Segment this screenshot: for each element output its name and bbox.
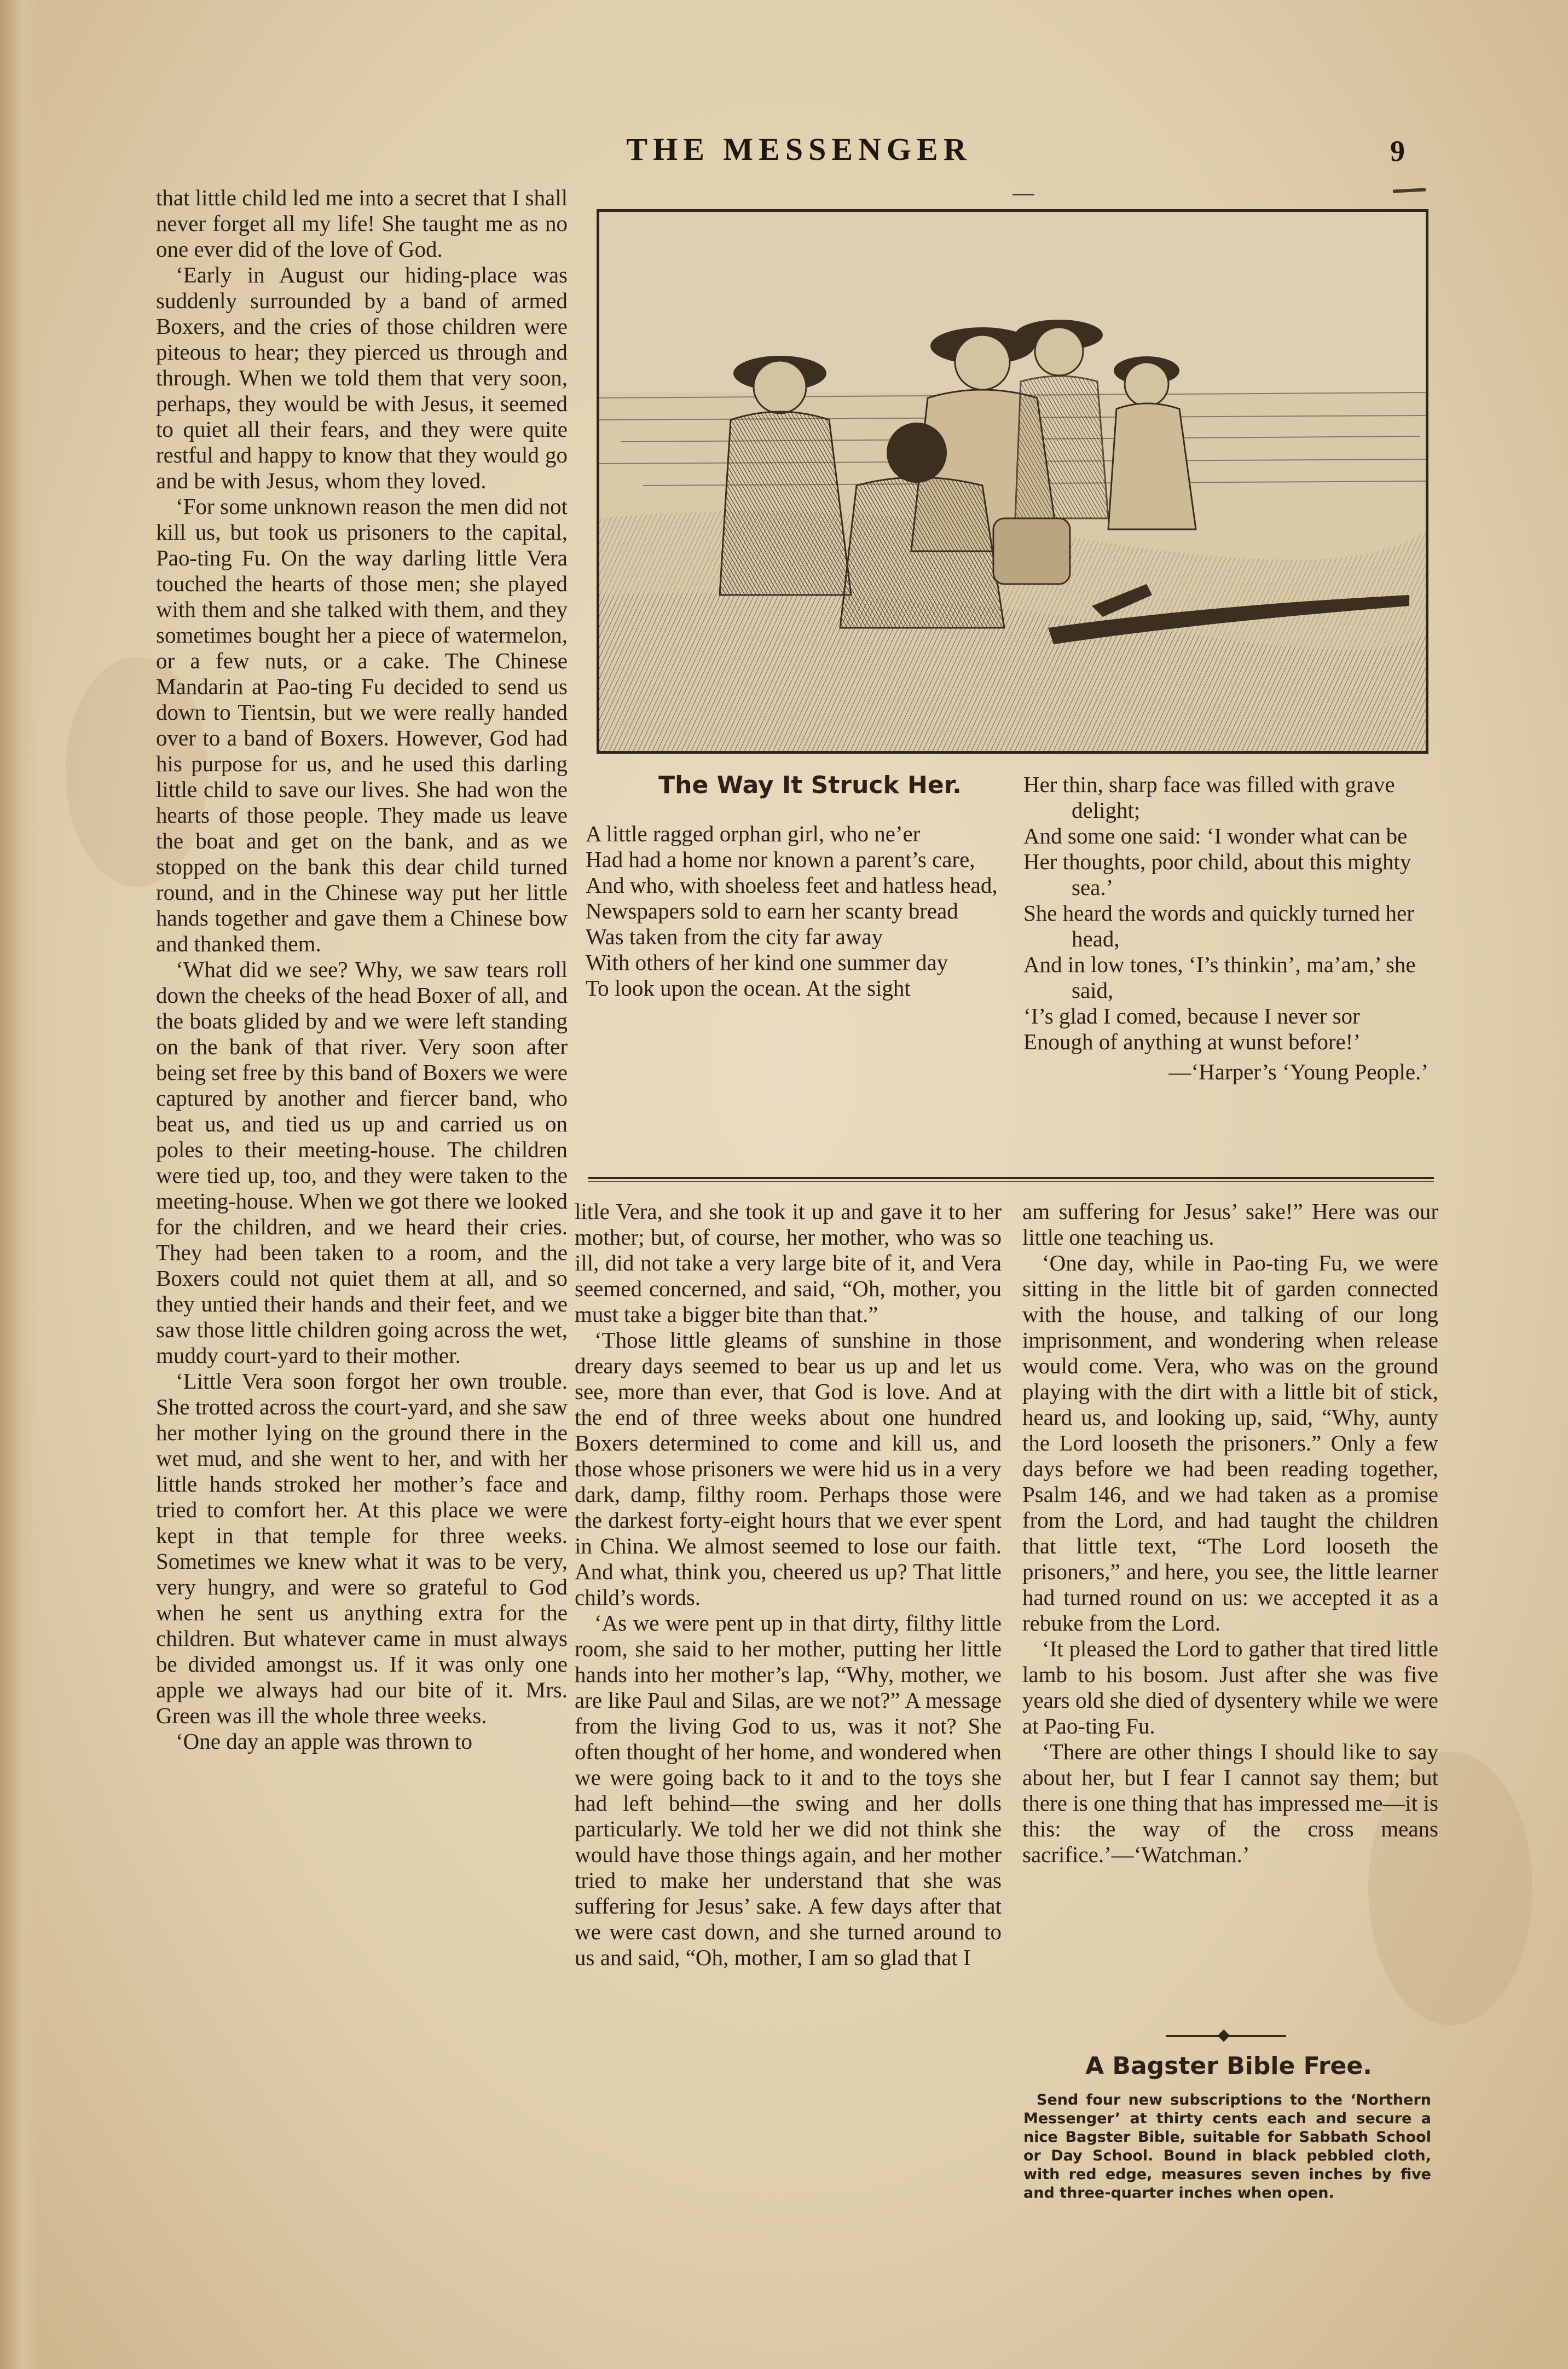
masthead-title: THE MESSENGER xyxy=(626,131,972,167)
article-paragraph: ‘For some unknown reason the men did not kill us, but took us prisoners to the capital, Pao-ting Fu. On the way darling little Vera touched the hearts of those men; she played with them and she talked with them, and they sometimes bought her a piece of watermelon, or a few nuts, or a cake. The Chinese Mandarin at Pao-ting Fu decided to send us down to Tientsin, but we were really handed over to a band of Boxers. However, God had his purpose for us, and he used this darling little child to save our lives. She had won the hearts of those people. They made us leave the boat and get on the bank, and as we stopped on the bank this dear child turned round, and in the Chinese way put her little hands together and gave them a Chinese bow and thanked them. xyxy=(156,494,568,956)
article-column-2 xyxy=(575,1199,1002,2228)
article-paragraph: ‘As we were pent up in that dirty, filthy little room, she said to her mother, putting her little hands into her mother’s lap, “Why, mother, we are like Paul and Silas, are we not?” A message from the living God to us, was it not? She often thought of her home, and wondered when we were going back to it and to the toys she had left behind—the swing and her dolls particularly. We told her we did not think she would have those things again, and her mother tried to make her understand that she was suffering for Jesus’ sake. A few days after that we were cast down, and she turned around to us and said, “Oh, mother, I am so glad that I xyxy=(575,1610,1002,1970)
poem-title: The Way It Struck Her. xyxy=(658,771,962,799)
article-paragraph: am suffering for Jesus’ sake!” Here was our little one teaching us. xyxy=(1022,1199,1438,1250)
notice-title: A Bagster Bible Free. xyxy=(1085,2052,1372,2080)
poem-line: And some one said: ‘I wonder what can be xyxy=(1023,823,1408,848)
print-mark xyxy=(1012,194,1034,195)
poem-line: With others of her kind one summer day xyxy=(586,950,948,975)
poem-line: Had had a home nor known a parent’s care, xyxy=(586,847,975,872)
article-paragraph: ‘It pleased the Lord to gather that tired little lamb to his bosom. Just after she was five years old she died of dysentery while we were at Pao-ting Fu. xyxy=(1022,1636,1438,1738)
poem-stanza-right xyxy=(1023,772,1439,1177)
article-column-1 xyxy=(156,185,568,2221)
poem-line: Newspapers sold to earn her scanty bread xyxy=(586,898,958,923)
print-mark xyxy=(1393,188,1426,193)
article-paragraph: ‘There are other things I should like to say about her, but I fear I cannot say them; but there is one thing that has impressed me—it is this: the way of the cross means sacrifice.’—‘Watchman.’ xyxy=(1022,1739,1438,1867)
poem-line: Her thoughts, poor child, about this mighty sea.’ xyxy=(1023,849,1411,900)
poem-line: And in low tones, ‘I’s thinkin’, ma’am,’ she said, xyxy=(1023,952,1416,1003)
article-paragraph: ‘Those little gleams of sunshine in those dreary days seemed to bear us up and let us see, more than ever, that God is love. And at the end of three weeks about one hundred Boxers determined to come and kill us, and those whose prisoners we were hid us in a very dark, damp, filthy room. Perhaps those were the darkest forty-eight hours that we ever spent in China. We almost seemed to lose our faith. And what, think you, cheered us up? That little child’s words. xyxy=(575,1327,1002,1610)
section-divider xyxy=(588,1177,1434,1179)
poem-line: To look upon the ocean. At the sight xyxy=(586,975,911,1001)
poem-line: ‘I’s glad I comed, because I never sor xyxy=(1023,1003,1360,1029)
article-paragraph: ‘One day an apple was thrown to xyxy=(176,1729,472,1754)
article-paragraph: ‘Early in August our hiding-place was suddenly surrounded by a band of armed Boxers, and the cries of those children were piteous to hear; they pierced us through and through. When we told them that very soon, perhaps, they would be with Jesus, it seemed to quiet all their fears, and they were quite restful and happy to know that they would go and be with Jesus, whom they loved. xyxy=(156,262,568,493)
notice-body: Send four new subscriptions to the ‘Northern Messenger’ at thirty cents each and secure a nice Bagster Bible, suitable for Sabbath School or Day School. Bound in black pebbled cloth, with red edge, measures seven inches by five and three-quarter inches when open. xyxy=(1023,2091,1431,2202)
poem-line: She heard the words and quickly turned her head, xyxy=(1023,900,1414,951)
poem-credit: —‘Harper’s ‘Young People.’ xyxy=(1168,1059,1428,1084)
article-paragraph: ‘What did we see? Why, we saw tears roll down the cheeks of the head Boxer of all, and the boats glided by and we were left standing on the bank of that river. Very soon after being set free by this band of Boxers we were captured by another and fiercer band, who beat us, and tied us up and carried us on poles to their meeting-house. The children were tied up, too, and they were taken to the meeting-house. When we got there we looked for the children, and we heard their cries. They had been taken to a room, and the Boxers could not quiet them at all, and so they untied their hands and their feet, and we saw those little children going across the wet, muddy court-yard to their mother. xyxy=(156,957,568,1368)
page-number: 9 xyxy=(1390,135,1405,167)
article-paragraph: ‘One day, while in Pao-ting Fu, we were sitting in the little bit of garden connected with the house, and talking of our long imprisonment, and wondering when release would come. Vera, who was on the ground playing with the dirt with a little bit of stick, heard us, and looking up, said, “Why, aunty the Lord looseth the prisoners.” Only a few days before we had been reading together, Psalm 146, and we had taken as a promise from the Lord, and had taught the children that little text, “The Lord looseth the prisoners,” and here, you see, the little learner had turned round on us: we accepted it as a rebuke from the Lord. xyxy=(1022,1250,1438,1636)
poem-line: Enough of anything at wunst before!’ xyxy=(1023,1029,1361,1054)
poem-stanza-left xyxy=(586,821,1007,1171)
illustration-children-at-seashore-icon xyxy=(597,209,1428,754)
article-paragraph: litle Vera, and she took it up and gave it to her mother; but, of course, her mother, who was so ill, did not take a very large bite of it, and Vera seemed concerned, and said, “Oh, mother, you must take a bigger bite than that.” xyxy=(575,1199,1002,1327)
poem-line: And who, with shoeless feet and hatless head, xyxy=(586,873,998,898)
page-fold-shadow xyxy=(0,0,38,2369)
article-paragraph: that little child led me into a secret that I shall never forget all my life! She taught me as no one ever did of the love of God. xyxy=(156,185,568,262)
article-paragraph: ‘Little Vera soon forgot her own trouble. She trotted across the court-yard, and she saw her mother lying on the ground there in the wet mud, and she went to her, and with her little hands stroked her mother’s face and tried to comfort her. At this place we were kept in that temple for three weeks. Sometimes we knew what it was to be very, very hungry, and were so grateful to God when he sent us anything extra for the children. But whatever came in must always be divided amongst us. If it was only one apple we always had our bite of it. Mrs. Green was ill the whole three weeks. xyxy=(156,1368,568,1728)
poem-line: Her thin, sharp face was filled with grave delight; xyxy=(1023,772,1395,823)
article-column-3 xyxy=(1022,1199,1438,1995)
notice-divider-ornament-icon xyxy=(1218,2030,1230,2042)
poem-line: Was taken from the city far away xyxy=(586,924,883,949)
poem-line: A little ragged orphan girl, who ne’er xyxy=(586,821,921,846)
illustration-drawing xyxy=(599,212,1426,751)
section-divider xyxy=(588,1181,1434,1182)
